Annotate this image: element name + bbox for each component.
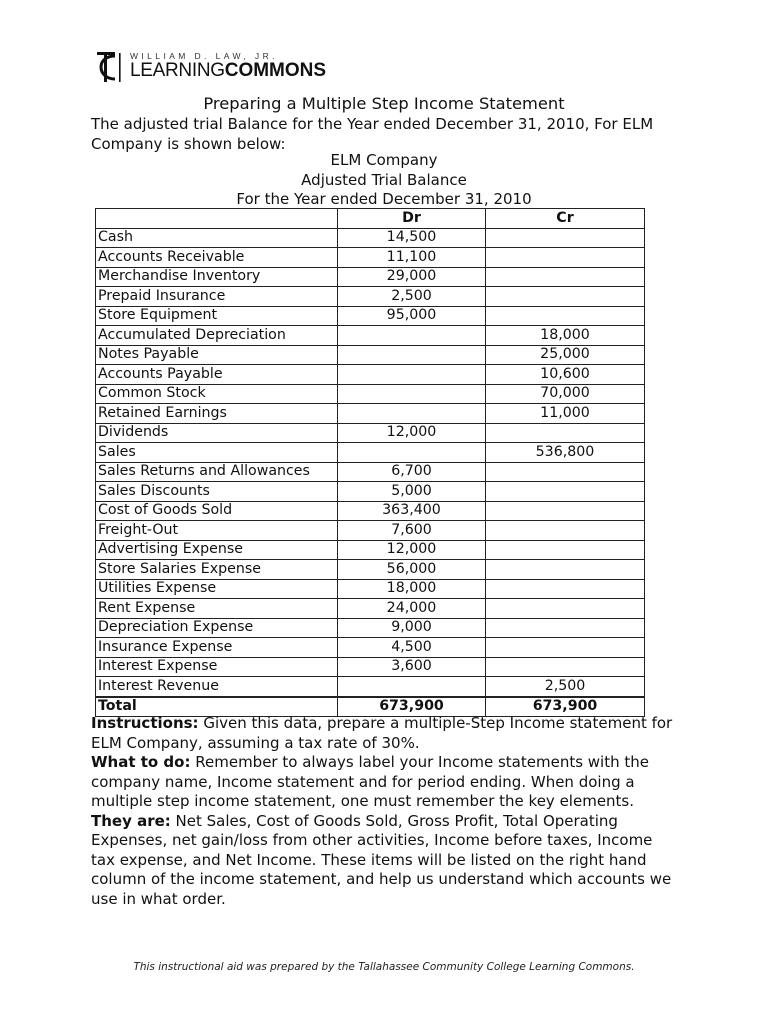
table-row [96,462,645,482]
table-row [96,423,645,443]
account-cell: Cost of Goods Sold [96,501,338,521]
account-cell: Dividends [96,423,338,443]
debit-cell [338,365,486,385]
account-cell: Store Equipment [96,306,338,326]
logo-commons: COMMONS [224,60,327,81]
credit-cell: 18,000 [486,326,645,346]
debit-cell: 24,000 [338,599,486,619]
debit-cell: 4,500 [338,638,486,658]
account-cell: Sales Discounts [96,482,338,502]
account-cell: Insurance Expense [96,638,338,658]
table-row [96,326,645,346]
account-cell: Depreciation Expense [96,618,338,638]
table-row [96,228,645,248]
logo-top-line: WILLIAM D. LAW, JR. [130,51,278,61]
debit-cell [338,677,486,697]
credit-cell [486,228,645,248]
debit-cell: 14,500 [338,228,486,248]
table-row [96,599,645,619]
they-are-label: They are: [91,811,171,830]
credit-cell: 10,600 [486,365,645,385]
credit-cell [486,618,645,638]
account-cell: Accounts Payable [96,365,338,385]
account-cell: Sales Returns and Allowances [96,462,338,482]
debit-cell [338,443,486,463]
credit-cell [486,638,645,658]
table-row [96,579,645,599]
credit-cell [486,267,645,287]
what-to-do-text: Remember to always label your Income statements with the company name, Income statement and for period ending. When doing a multiple step income statement, one must remember the key elements. [91,753,649,810]
page-title: Preparing a Multiple Step Income Statement [203,94,565,113]
credit-cell [486,657,645,677]
credit-cell: 536,800 [486,443,645,463]
credit-cell [486,599,645,619]
debit-cell: 7,600 [338,521,486,541]
account-cell: Store Salaries Expense [96,560,338,580]
debit-cell: 2,500 [338,287,486,307]
debit-cell: 5,000 [338,482,486,502]
credit-cell [486,423,645,443]
table-row [96,482,645,502]
credit-column-header: Cr [486,209,645,229]
credit-cell: 673,900 [486,697,645,717]
table-body [96,228,645,717]
instructions-label: Instructions: [91,714,199,732]
logo-bottom-line [130,61,326,81]
trial-balance-table [95,208,645,717]
account-cell: Sales [96,443,338,463]
debit-cell: 673,900 [338,697,486,717]
table-row [96,618,645,638]
table-row [96,248,645,268]
debit-cell: 29,000 [338,267,486,287]
account-cell: Accounts Receivable [96,248,338,268]
debit-cell: 95,000 [338,306,486,326]
debit-cell: 12,000 [338,423,486,443]
debit-cell [338,326,486,346]
account-cell: Accumulated Depreciation [96,326,338,346]
debit-cell: 11,100 [338,248,486,268]
account-cell: Rent Expense [96,599,338,619]
account-cell: Total [96,697,338,717]
table-row [96,657,645,677]
table-row [96,540,645,560]
instructions-text: Given this data, prepare a multiple-Step Income statement for ELM Company, assuming a tax rate of 30%. [91,714,673,752]
debit-cell: 18,000 [338,579,486,599]
debit-cell: 3,600 [338,657,486,677]
table-row [96,501,645,521]
debit-cell [338,384,486,404]
table-row [96,345,645,365]
they-are-text: Net Sales, Cost of Goods Sold, Gross Profit, Total Operating Expenses, net gain/loss from other activities, Income before taxes, Income tax expense, and Net Income. These items will be listed on the right hand column of the income statement, and help us understand which accounts we use in what order. [91,811,672,908]
credit-cell: 11,000 [486,404,645,424]
credit-cell [486,462,645,482]
debit-cell [338,404,486,424]
what-to-do-paragraph [91,753,681,812]
table-row [96,365,645,385]
company-name: ELM Company [330,151,438,169]
table-row [96,677,645,697]
table-row [96,306,645,326]
credit-cell [486,501,645,521]
debit-cell: 9,000 [338,618,486,638]
report-period: For the Year ended December 31, 2010 [236,190,532,208]
credit-cell [486,306,645,326]
debit-cell [338,345,486,365]
they-are-paragraph [91,812,681,910]
instructions-paragraph [91,714,681,753]
account-cell: Interest Revenue [96,677,338,697]
statement-heading [0,151,768,210]
credit-cell [486,560,645,580]
credit-cell [486,579,645,599]
credit-cell [486,521,645,541]
debit-cell: 363,400 [338,501,486,521]
table-row [96,384,645,404]
table-row [96,560,645,580]
account-cell: Merchandise Inventory [96,267,338,287]
account-cell: Prepaid Insurance [96,287,338,307]
account-cell: Retained Earnings [96,404,338,424]
account-column-header [96,209,338,229]
what-to-do-label: What to do: [91,753,191,771]
report-name: Adjusted Trial Balance [301,170,467,189]
credit-cell: 25,000 [486,345,645,365]
debit-cell: 6,700 [338,462,486,482]
table-row [96,443,645,463]
account-cell: Notes Payable [96,345,338,365]
account-cell: Cash [96,228,338,248]
table-row [96,638,645,658]
credit-cell: 70,000 [486,384,645,404]
table-header-row [96,209,645,229]
account-cell: Advertising Expense [96,540,338,560]
credit-cell: 2,500 [486,677,645,697]
table-row [96,287,645,307]
intro-text: The adjusted trial Balance for the Year ended December 31, 2010, For ELM Company is shown below: [91,115,654,153]
debit-cell: 56,000 [338,560,486,580]
learning-commons-logo [96,50,326,84]
account-cell: Utilities Expense [96,579,338,599]
debit-column-header: Dr [338,209,486,229]
credit-cell [486,248,645,268]
credit-cell [486,287,645,307]
tcc-logo-icon [96,50,124,84]
table-row [96,267,645,287]
instructions-block [91,714,681,909]
debit-cell: 12,000 [338,540,486,560]
table-row [96,521,645,541]
account-cell: Common Stock [96,384,338,404]
account-cell: Interest Expense [96,657,338,677]
credit-cell [486,482,645,502]
table-row [96,404,645,424]
logo-learning: LEARNING [130,60,225,81]
footer-note: This instructional aid was prepared by the Tallahassee Community College Learning Commons. [133,961,635,973]
credit-cell [486,540,645,560]
account-cell: Freight-Out [96,521,338,541]
